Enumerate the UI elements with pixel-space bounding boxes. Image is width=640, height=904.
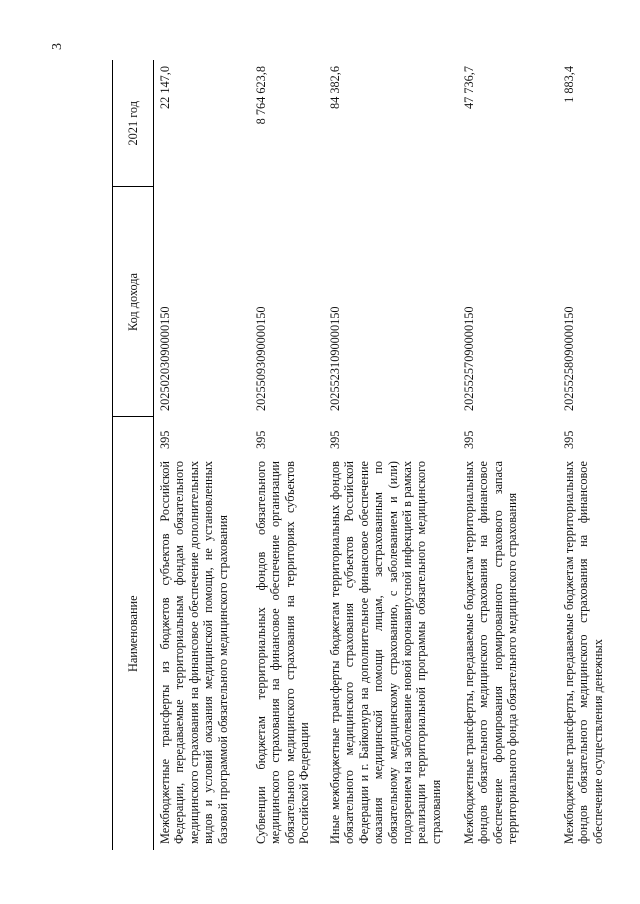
table-row [250,60,324,850]
rotated-page-content [112,60,622,850]
revenue-table [112,60,622,850]
row-name: Иные межбюджетные трансферты бюджетам территориальных фондов обязательного медицинского страхования субъектов Российской Федерации и г. Байконура на дополнительное финансовое обеспечение оказания медицинской помощи лицам, застрахованным по обязательному медицинскому страхованию, с заболеванием и (или) подозрением на заболевание новой коронавирусной инфекцией в рамках реализации территориальной программы обязательного медицинского страхования [328,461,443,844]
page-number: 3 [50,43,65,50]
row-name: Субвенции бюджетам территориальных фондов обязательного медицинского страхования на финансовое обеспечение организации обязательного медицинского страхования на территориях субъектов Российской Федерации [254,461,312,844]
row-admin-code: 395 [462,430,476,449]
row-admin-code: 395 [254,430,268,449]
header-code: Код дохода [113,187,154,417]
row-name: Межбюджетные трансферты, передаваемые бюджетам территориальных фондов обязательного медицинского страхования на финансовое обеспечение формирования нормированного страхового запаса территориального фонда обязательного медицинского страхования [462,461,520,844]
row-name: Межбюджетные трансферты из бюджетов субъектов Российской Федерации, передаваемые территориальным фондам обязательного медицинского страхования на финансовое обеспечение дополнительных видов и условий оказания медицинской помощи, не установленных базовой программой обязательного медицинского страхования [158,461,230,844]
row-admin-code: 395 [158,430,172,449]
table-row [154,60,251,850]
row-amount: 1 883,4 [562,65,576,103]
row-income-code: 20255093090000150 [254,306,268,411]
row-amount: 84 382,6 [328,65,342,110]
row-amount: 8 764 623,8 [254,65,268,125]
row-income-code: 20255231090000150 [328,306,342,411]
row-income-code: 20255258090000150 [562,306,576,411]
table-row [458,60,558,850]
row-admin-code: 395 [562,430,576,449]
row-amount: 22 147,0 [158,65,172,110]
row-admin-code: 395 [328,430,342,449]
row-amount: 47 736,7 [462,65,476,110]
row-income-code: 20250203090000150 [158,306,172,411]
row-name: Межбюджетные трансферты, передаваемые бюджетам территориальных фондов обязательного медицинского страхования на финансовое обеспечение осуществления денежных [562,461,605,844]
table-row [324,60,458,850]
header-name: Наименование [113,417,154,850]
row-income-code: 20255257090000150 [462,306,476,411]
table-row [558,60,622,850]
table-header-row [113,60,154,850]
header-year: 2021 год [113,60,154,187]
